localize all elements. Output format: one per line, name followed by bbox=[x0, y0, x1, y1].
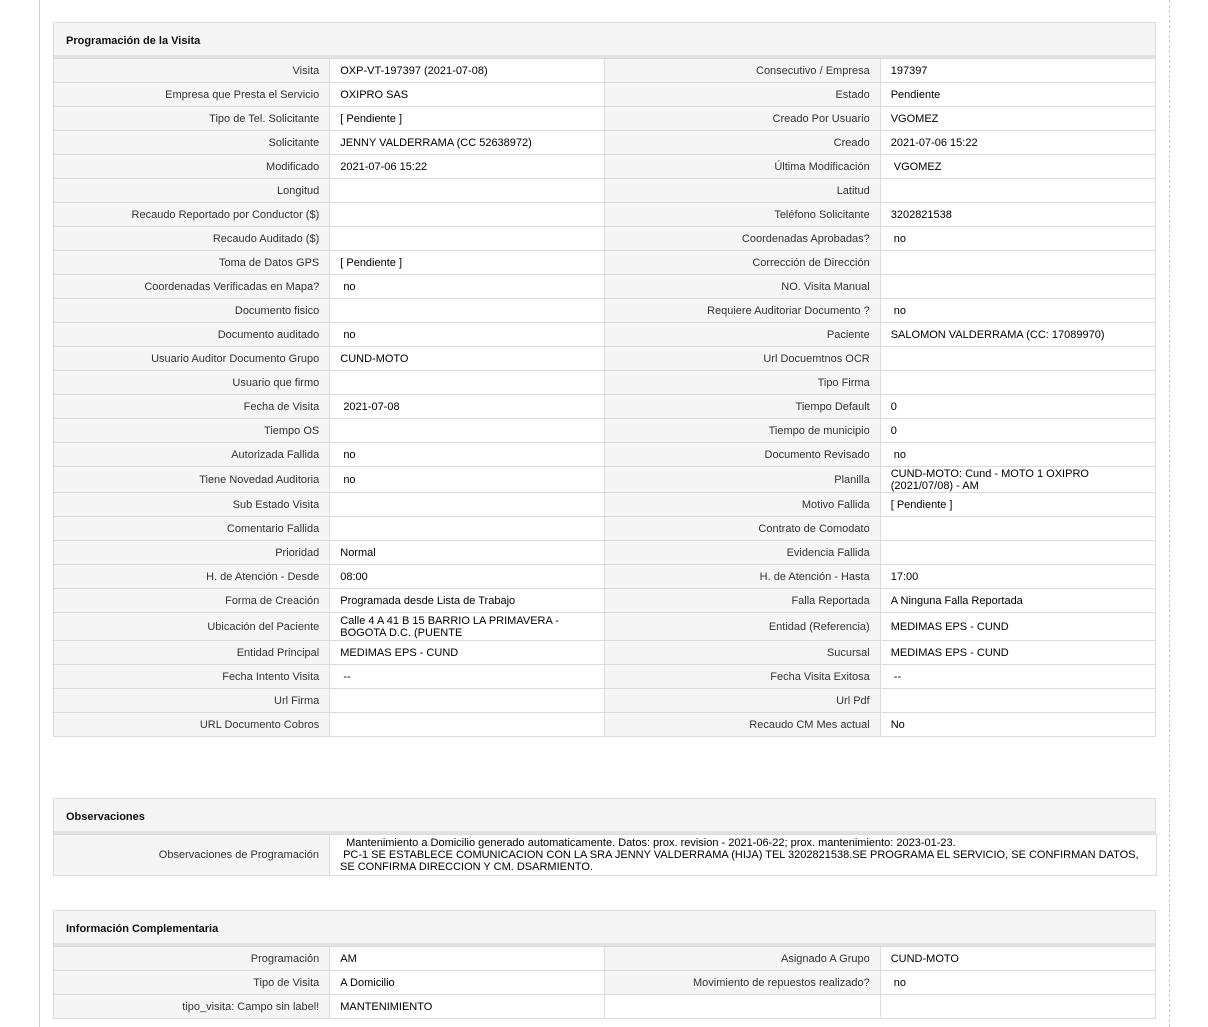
complementaria-table bbox=[53, 946, 1156, 1019]
field-value: 3202821538 bbox=[880, 203, 1155, 227]
table-row bbox=[54, 613, 1156, 641]
field-value bbox=[330, 713, 605, 737]
field-value: no bbox=[330, 467, 605, 493]
field-label: Entidad Principal bbox=[54, 641, 330, 665]
field-value: no bbox=[880, 443, 1155, 467]
field-value: OXIPRO SAS bbox=[330, 83, 605, 107]
field-value bbox=[330, 203, 605, 227]
field-label: Teléfono Solicitante bbox=[605, 203, 880, 227]
field-label: Modificado bbox=[54, 155, 330, 179]
field-label: Forma de Creación bbox=[54, 589, 330, 613]
field-value: A Domicilio bbox=[330, 971, 605, 995]
field-value bbox=[880, 517, 1155, 541]
table-row bbox=[54, 641, 1156, 665]
field-label: Toma de Datos GPS bbox=[54, 251, 330, 275]
field-value: MANTENIMIENTO bbox=[330, 995, 605, 1019]
field-value: Pendiente bbox=[880, 83, 1155, 107]
section-title: Observaciones bbox=[53, 798, 1156, 834]
field-label: Recaudo Auditado ($) bbox=[54, 227, 330, 251]
field-label: Creado Por Usuario bbox=[605, 107, 880, 131]
field-value bbox=[330, 493, 605, 517]
field-value: CUND-MOTO bbox=[330, 347, 605, 371]
section-title: Información Complementaria bbox=[53, 910, 1156, 946]
table-row bbox=[54, 347, 1156, 371]
field-label: Url Firma bbox=[54, 689, 330, 713]
field-value: 2021-07-06 15:22 bbox=[880, 131, 1155, 155]
table-row bbox=[54, 323, 1156, 347]
field-value: [ Pendiente ] bbox=[330, 251, 605, 275]
field-label: Tiempo Default bbox=[605, 395, 880, 419]
table-row bbox=[54, 665, 1156, 689]
field-value: No bbox=[880, 713, 1155, 737]
field-label: Tiempo OS bbox=[54, 419, 330, 443]
field-value: OXP-VT-197397 (2021-07-08) bbox=[330, 59, 605, 83]
field-label: Paciente bbox=[605, 323, 880, 347]
field-value: 08:00 bbox=[330, 565, 605, 589]
field-label: Evidencia Fallida bbox=[605, 541, 880, 565]
field-value bbox=[880, 251, 1155, 275]
field-value: AM bbox=[330, 947, 605, 971]
field-value bbox=[330, 517, 605, 541]
field-label: H. de Atención - Desde bbox=[54, 565, 330, 589]
field-label: Url Docuemtnos OCR bbox=[605, 347, 880, 371]
field-value: no bbox=[880, 227, 1155, 251]
field-label: Autorizada Fallida bbox=[54, 443, 330, 467]
field-value: 2021-07-08 bbox=[330, 395, 605, 419]
table-row bbox=[54, 179, 1156, 203]
section-title: Programación de la Visita bbox=[53, 22, 1156, 58]
field-label: Prioridad bbox=[54, 541, 330, 565]
table-row bbox=[54, 565, 1156, 589]
field-label: Tipo de Visita bbox=[54, 971, 330, 995]
table-row bbox=[54, 467, 1156, 493]
observaciones-value bbox=[330, 835, 1157, 876]
empty-cell bbox=[605, 995, 880, 1019]
field-label: Coordenadas Verificadas en Mapa? bbox=[54, 275, 330, 299]
table-row bbox=[54, 995, 1156, 1019]
field-label: Tipo de Tel. Solicitante bbox=[54, 107, 330, 131]
field-value: 17:00 bbox=[880, 565, 1155, 589]
table-row bbox=[54, 589, 1156, 613]
field-label: Requiere Auditoriar Documento ? bbox=[605, 299, 880, 323]
field-label: Asignado A Grupo bbox=[605, 947, 880, 971]
field-label: Tipo Firma bbox=[605, 371, 880, 395]
field-value: -- bbox=[880, 665, 1155, 689]
field-label: Fecha de Visita bbox=[54, 395, 330, 419]
field-value: MEDIMAS EPS - CUND bbox=[880, 641, 1155, 665]
field-label: H. de Atención - Hasta bbox=[605, 565, 880, 589]
field-label: Documento auditado bbox=[54, 323, 330, 347]
field-label: Movimiento de repuestos realizado? bbox=[605, 971, 880, 995]
field-value: no bbox=[880, 971, 1155, 995]
field-value bbox=[330, 227, 605, 251]
field-value: no bbox=[330, 443, 605, 467]
table-row bbox=[54, 517, 1156, 541]
field-value: no bbox=[330, 323, 605, 347]
observaciones-line-2: PC-1 SE ESTABLECE COMUNICACION CON LA SRA JENNY VALDERRAMA (HIJA) TEL 3202821538.SE PROGRAMA EL SERVICIO, SE CONFIRMAN DATOS, SE CONFIRMA DIRECCION Y CM. DSARMIENTO. bbox=[340, 849, 1142, 873]
field-label: Visita bbox=[54, 59, 330, 83]
field-label: Latitud bbox=[605, 179, 880, 203]
field-value bbox=[330, 689, 605, 713]
field-value: Calle 4 A 41 B 15 BARRIO LA PRIMAVERA - BOGOTA D.C. (PUENTE bbox=[330, 613, 605, 641]
field-value: SALOMON VALDERRAMA (CC: 17089970) bbox=[880, 323, 1155, 347]
table-row bbox=[54, 59, 1156, 83]
table-row bbox=[54, 971, 1156, 995]
field-label: Tiene Novedad Auditoria bbox=[54, 467, 330, 493]
field-value: CUND-MOTO: Cund - MOTO 1 OXIPRO (2021/07/08) - AM bbox=[880, 467, 1155, 493]
field-label: Recaudo Reportado por Conductor ($) bbox=[54, 203, 330, 227]
field-value bbox=[880, 541, 1155, 565]
field-value bbox=[330, 179, 605, 203]
field-label: Coordenadas Aprobadas? bbox=[605, 227, 880, 251]
field-value: 197397 bbox=[880, 59, 1155, 83]
field-value: CUND-MOTO bbox=[880, 947, 1155, 971]
field-value bbox=[880, 689, 1155, 713]
field-value bbox=[330, 299, 605, 323]
field-label: Comentario Fallida bbox=[54, 517, 330, 541]
field-label: Motivo Fallida bbox=[605, 493, 880, 517]
field-label: Observaciones de Programación bbox=[54, 835, 330, 876]
field-value: VGOMEZ bbox=[880, 155, 1155, 179]
field-label: Corrección de Dirección bbox=[605, 251, 880, 275]
section-complementaria bbox=[53, 910, 1156, 1019]
field-value: [ Pendiente ] bbox=[330, 107, 605, 131]
field-value: JENNY VALDERRAMA (CC 52638972) bbox=[330, 131, 605, 155]
field-label: Sub Estado Visita bbox=[54, 493, 330, 517]
field-value: -- bbox=[330, 665, 605, 689]
field-value: [ Pendiente ] bbox=[880, 493, 1155, 517]
section-observaciones bbox=[53, 798, 1156, 876]
observaciones-table bbox=[53, 834, 1157, 876]
field-label: NO. Visita Manual bbox=[605, 275, 880, 299]
field-label: Estado bbox=[605, 83, 880, 107]
field-value: Programada desde Lista de Trabajo bbox=[330, 589, 605, 613]
field-value bbox=[880, 179, 1155, 203]
field-label: Usuario que firmo bbox=[54, 371, 330, 395]
field-label: Planilla bbox=[605, 467, 880, 493]
table-row bbox=[54, 835, 1157, 876]
table-row bbox=[54, 227, 1156, 251]
field-label: Recaudo CM Mes actual bbox=[605, 713, 880, 737]
table-row bbox=[54, 493, 1156, 517]
field-label: Usuario Auditor Documento Grupo bbox=[54, 347, 330, 371]
table-row bbox=[54, 395, 1156, 419]
field-value: no bbox=[880, 299, 1155, 323]
field-label: Entidad (Referencia) bbox=[605, 613, 880, 641]
field-value bbox=[880, 347, 1155, 371]
field-label: Creado bbox=[605, 131, 880, 155]
table-row bbox=[54, 541, 1156, 565]
section-programacion bbox=[53, 22, 1156, 737]
field-label: Documento Revisado bbox=[605, 443, 880, 467]
table-row bbox=[54, 83, 1156, 107]
field-label: Ubicación del Paciente bbox=[54, 613, 330, 641]
field-value: MEDIMAS EPS - CUND bbox=[880, 613, 1155, 641]
field-label: tipo_visita: Campo sin label! bbox=[54, 995, 330, 1019]
field-label: Empresa que Presta el Servicio bbox=[54, 83, 330, 107]
field-label: Consecutivo / Empresa bbox=[605, 59, 880, 83]
observaciones-line-1: Mantenimiento a Domicilio generado automaticamente. Datos: prox. revision - 2021-06-22; prox. mantenimiento: 2023-01-23. bbox=[340, 837, 956, 849]
empty-cell bbox=[880, 995, 1155, 1019]
table-row bbox=[54, 203, 1156, 227]
field-value: A Ninguna Falla Reportada bbox=[880, 589, 1155, 613]
field-value: 0 bbox=[880, 395, 1155, 419]
field-label: Documento fisico bbox=[54, 299, 330, 323]
field-value: no bbox=[330, 275, 605, 299]
field-label: Solicitante bbox=[54, 131, 330, 155]
table-row bbox=[54, 299, 1156, 323]
table-row bbox=[54, 251, 1156, 275]
table-row bbox=[54, 371, 1156, 395]
field-value: Normal bbox=[330, 541, 605, 565]
field-label: URL Documento Cobros bbox=[54, 713, 330, 737]
field-value: 0 bbox=[880, 419, 1155, 443]
field-label: Fecha Intento Visita bbox=[54, 665, 330, 689]
field-label: Última Modificación bbox=[605, 155, 880, 179]
field-label: Url Pdf bbox=[605, 689, 880, 713]
table-row bbox=[54, 131, 1156, 155]
field-value: 2021-07-06 15:22 bbox=[330, 155, 605, 179]
field-value: VGOMEZ bbox=[880, 107, 1155, 131]
table-row bbox=[54, 713, 1156, 737]
table-row bbox=[54, 275, 1156, 299]
table-row bbox=[54, 443, 1156, 467]
field-label: Programación bbox=[54, 947, 330, 971]
field-label: Sucursal bbox=[605, 641, 880, 665]
table-row bbox=[54, 155, 1156, 179]
table-row bbox=[54, 419, 1156, 443]
field-value bbox=[880, 371, 1155, 395]
field-value bbox=[330, 371, 605, 395]
field-label: Tiempo de municipio bbox=[605, 419, 880, 443]
programacion-table bbox=[53, 58, 1156, 737]
field-label: Falla Reportada bbox=[605, 589, 880, 613]
field-value bbox=[330, 419, 605, 443]
table-row bbox=[54, 947, 1156, 971]
field-label: Fecha Visita Exitosa bbox=[605, 665, 880, 689]
field-value bbox=[880, 275, 1155, 299]
table-row bbox=[54, 107, 1156, 131]
field-label: Contrato de Comodato bbox=[605, 517, 880, 541]
field-label: Longitud bbox=[54, 179, 330, 203]
table-row bbox=[54, 689, 1156, 713]
field-value: MEDIMAS EPS - CUND bbox=[330, 641, 605, 665]
